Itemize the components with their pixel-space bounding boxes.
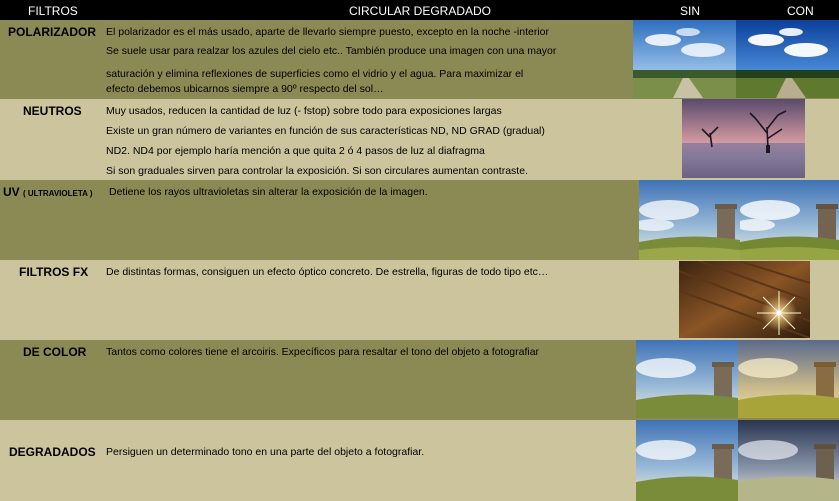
row-title: NEUTROS — [23, 104, 82, 118]
row-text-line: saturación y elimina reflexiones de superficies como el vidrio y el agua. Para maximizar el — [106, 68, 524, 80]
row-title-note: ( ULTRAVIOLETA ) — [23, 189, 93, 198]
photo-sin-polarizador — [633, 20, 736, 98]
row-title: DEGRADADOS — [9, 445, 96, 459]
photo-sin-uv — [639, 180, 740, 260]
row-text-line: Existe un gran número de variantes en función de sus características ND, ND GRAD (gradual) — [106, 125, 545, 137]
header-con: CON — [787, 4, 814, 18]
row-de-color — [0, 340, 839, 420]
row-text-line: Muy usados, reducen la cantidad de luz (- fstop) sobre todo para exposiciones largas — [106, 105, 502, 117]
row-title: DE COLOR — [23, 345, 87, 359]
row-uv — [0, 180, 839, 260]
row-text-line: Se suele usar para realzar los azules del cielo etc.. También produce una imagen con una mayor — [106, 45, 557, 57]
photo-filtros-fx — [679, 261, 810, 338]
header-sin: SIN — [680, 4, 701, 18]
row-polarizador — [0, 20, 839, 99]
row-title — [3, 185, 92, 199]
header-circular-degradado: CIRCULAR DEGRADADO — [349, 4, 492, 18]
row-title-main: UV — [3, 185, 20, 199]
row-neutros — [0, 99, 839, 180]
row-text-line: Persiguen un determinado tono en una parte del objeto a fotografiar. — [106, 446, 425, 458]
header-filtros: FILTROS — [28, 4, 78, 18]
row-text-line: Tantos como colores tiene el arcoiris. Expecíficos para resaltar el tono del objeto a fotografiar — [106, 346, 540, 358]
photo-sin-degradado — [636, 420, 738, 501]
row-text-line: El polarizador es el más usado, aparte de llevarlo siempre puesto, excepto en la noche -interior — [106, 26, 549, 38]
row-title: POLARIZADOR — [8, 25, 96, 39]
row-text-line: De distintas formas, consiguen un efecto óptico concreto. De estrella, figuras de todo tipo etc… — [106, 266, 549, 278]
photo-sin-color — [636, 340, 738, 418]
photo-neutros — [682, 99, 805, 178]
photo-con-polarizador — [736, 20, 839, 98]
row-degradados — [0, 420, 839, 501]
row-text-line: ND2. ND4 por ejemplo haría mención a que quita 2 ó 4 pasos de luz al diafragma — [106, 145, 485, 157]
photo-con-degradado — [738, 420, 839, 501]
row-title: FILTROS FX — [19, 265, 89, 279]
row-text-line: Si son graduales sirven para controlar la exposición. Si son circulares aumentan contraste. — [106, 165, 528, 177]
photo-con-color — [738, 340, 839, 418]
row-filtros-fx — [0, 260, 839, 340]
row-text-line: Detiene los rayos ultravioletas sin alterar la exposición de la imagen. — [109, 186, 428, 198]
photo-con-uv — [740, 180, 839, 260]
table-header — [0, 0, 839, 20]
row-text-line: efecto debemos ubicarnos siempre a 90º respecto del sol… — [106, 83, 384, 95]
